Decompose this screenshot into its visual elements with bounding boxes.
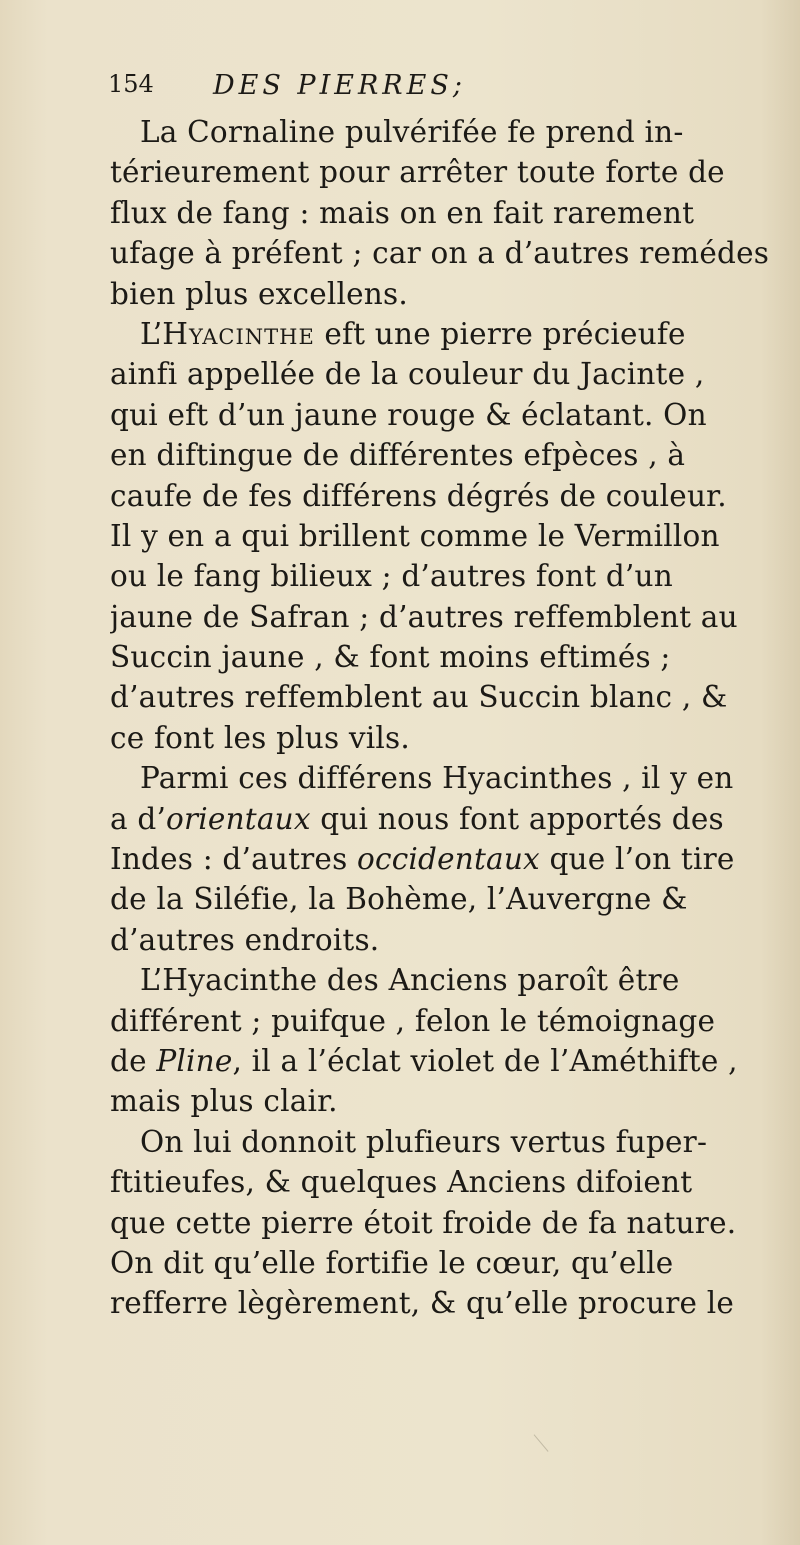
text-line: de la Siléfie, la Bohème, l’Auvergne & — [110, 882, 688, 917]
text-segment: qui nous font apportés des — [310, 801, 724, 836]
text-segment: eft une pierre précieufe — [314, 316, 686, 351]
text-line: Succin jaune , & font moins eftimés ; — [110, 640, 671, 675]
text-line: flux de fang : mais on en fait rarement — [110, 195, 695, 230]
text-segment: L’ — [140, 316, 163, 351]
text-line: térieurement pour arrêter toute forte de — [110, 155, 725, 190]
text-line — [110, 314, 770, 354]
text-line: On lui donnoit plufieurs vertus fuper- — [140, 1124, 708, 1159]
page-number: 154 — [108, 70, 154, 98]
text-line: d’autres endroits. — [110, 922, 380, 957]
text-line: On dit qu’elle fortifie le cœur, qu’elle — [110, 1245, 674, 1280]
text-line — [110, 799, 770, 839]
text-segment: de — [110, 1043, 157, 1078]
text-line: caufe de fes différens dégrés de couleur. — [110, 478, 727, 513]
paper-mark — [534, 1420, 566, 1452]
text-line: ftitieufes, & quelques Anciens difoient — [110, 1165, 693, 1200]
text-line: différent ; puifque , felon le témoignage — [110, 1003, 716, 1038]
text-line: d’autres reffemblent au Succin blanc , & — [110, 680, 728, 715]
italic-term: orientaux — [166, 801, 311, 836]
text-line: qui eft d’un jaune rouge & éclatant. On — [110, 397, 707, 432]
text-line: jaune de Safran ; d’autres reffemblent au — [110, 599, 738, 634]
text-line: ce font les plus vils. — [110, 720, 410, 755]
text-segment: a d’ — [110, 801, 167, 836]
text-line: ainfi appellée de la couleur du Jacinte , — [110, 357, 705, 392]
text-line: refferre lègèrement, & qu’elle procure le — [110, 1286, 735, 1321]
text-line: ou le fang bilieux ; d’autres font d’un — [110, 559, 673, 594]
small-caps-term: Hyacinthe — [162, 316, 315, 351]
text-line: Il y en a qui brillent comme le Vermillon — [110, 518, 720, 553]
body-text — [110, 112, 770, 1324]
italic-term: Pline — [156, 1043, 233, 1078]
text-line: ufage à préfent ; car on a d’autres remédes — [110, 236, 770, 271]
page-header — [108, 70, 708, 110]
text-line: Parmi ces différens Hyacinthes , il y en — [140, 761, 734, 796]
text-line: L’Hyacinthe des Anciens paroît être — [140, 963, 680, 998]
text-line: que cette pierre étoit froide de fa nature. — [110, 1205, 737, 1240]
running-title: DES PIERRES; — [213, 70, 466, 101]
text-line: La Cornaline pulvérifée fe prend in- — [140, 115, 684, 149]
text-line: bien plus excellens. — [110, 276, 408, 311]
text-line — [110, 839, 770, 879]
text-segment: Indes : d’autres — [110, 842, 358, 877]
text-segment: que l’on tire — [539, 842, 735, 877]
text-line: en diftingue de différentes efpèces , à — [110, 438, 686, 473]
italic-term: occidentaux — [357, 842, 540, 877]
text-segment: , il a l’éclat violet de l’Améthifte , — [232, 1043, 738, 1078]
text-line — [110, 1041, 770, 1081]
text-line: mais plus clair. — [110, 1084, 338, 1119]
